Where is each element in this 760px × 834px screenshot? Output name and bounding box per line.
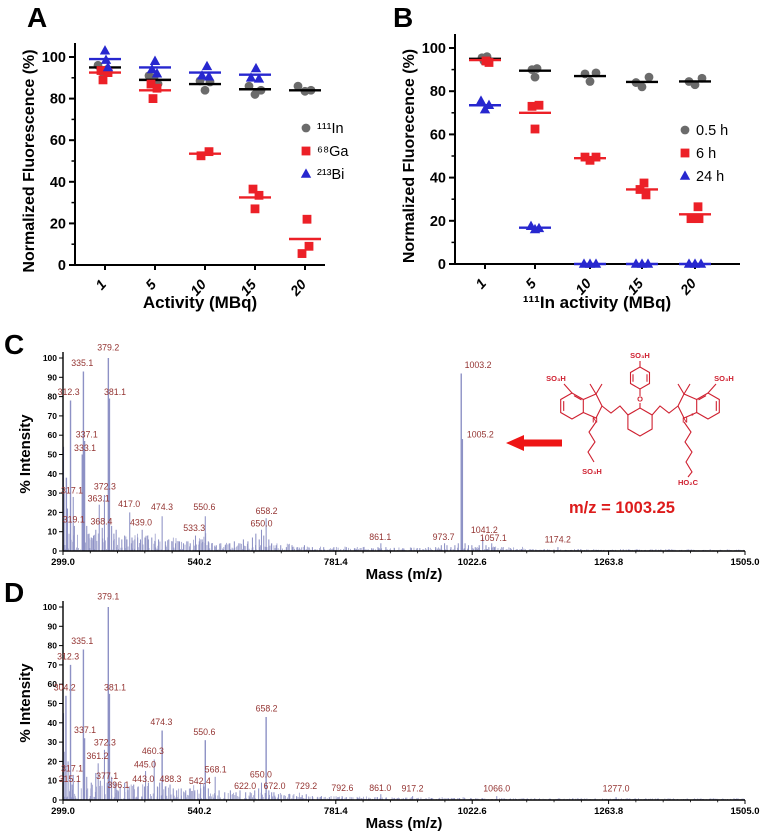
mz-annotation: m/z = 1003.25	[569, 499, 675, 517]
peak-label: 658.2	[255, 703, 278, 714]
peak-label: 622.0	[234, 780, 257, 791]
panel-label-d: D	[4, 577, 25, 608]
peak-label: 1003.2	[464, 360, 492, 371]
data-point	[149, 94, 158, 103]
peak-label: 337.1	[74, 724, 97, 735]
x-tick-label: 1505.0	[730, 806, 760, 817]
peak-label: 1066.0	[483, 783, 511, 794]
data-point	[303, 215, 312, 224]
panel-c-mass-spectrum	[0, 330, 760, 583]
peak-label: 312.3	[57, 387, 80, 398]
peak-label: 650.0	[250, 518, 273, 529]
peak-label: 658.2	[255, 505, 278, 516]
peak-label: 368.4	[90, 516, 113, 527]
y-tick-label: 20	[47, 507, 57, 518]
y-tick-label: 10	[47, 775, 57, 786]
legend	[680, 123, 728, 185]
data-point	[476, 95, 486, 104]
peak-label: 377.1	[96, 771, 119, 782]
peak-label: 474.3	[150, 717, 173, 728]
peak-label: 460.3	[141, 746, 164, 757]
y-tick-label: 90	[47, 372, 57, 383]
panel-b-scatter-chart	[390, 0, 760, 330]
data-point	[202, 61, 212, 70]
y-tick-label: 0	[52, 546, 57, 556]
peak-label: 792.6	[331, 782, 354, 793]
annotation-arrow-icon	[506, 435, 562, 451]
y-tick-label: 100	[42, 353, 57, 363]
peak-label: 861.0	[369, 782, 392, 793]
peak-label: 488.3	[159, 774, 182, 785]
panel-d-mass-spectrum	[0, 577, 760, 834]
peak-label: 335.1	[71, 358, 94, 369]
data-point	[531, 125, 540, 134]
peak-label: 973.7	[432, 531, 455, 542]
y-tick-label: 10	[47, 526, 57, 537]
data-point	[150, 56, 160, 65]
so3h-label: SO₃H	[582, 467, 602, 476]
peak-labels	[58, 343, 571, 545]
y-axis-title: Normalized Fluorescence (%)	[21, 49, 38, 273]
data-point	[645, 73, 654, 82]
x-tick-label: 781.4	[323, 557, 348, 568]
peak-label: 1057.1	[479, 532, 507, 543]
data-point	[251, 204, 260, 213]
data-point	[694, 202, 703, 211]
y-tick-label: 60	[47, 679, 57, 690]
data-point	[680, 170, 690, 179]
peak-label: 542.4	[188, 776, 211, 787]
y-tick-label: 70	[47, 659, 57, 670]
spectrum-c-plot	[17, 343, 760, 583]
legend-label: ⁶⁸Ga	[317, 144, 349, 160]
y-tick-label: 40	[49, 174, 66, 191]
plus-sign: +	[690, 412, 694, 419]
legend-label: ²¹³Bi	[317, 167, 345, 183]
peak-label: 443.0	[132, 774, 155, 785]
x-tick-label: 299.0	[51, 557, 75, 568]
data-point	[99, 75, 108, 84]
data-point	[695, 214, 704, 223]
data-point	[681, 126, 690, 135]
peak-label: 363.1	[87, 493, 110, 504]
chemical-structure	[546, 351, 734, 487]
x-axis-title: Mass (m/z)	[365, 815, 443, 832]
peak-label: 650.0	[249, 769, 272, 780]
peak-label: 304.2	[53, 682, 76, 693]
peak-label: 372.3	[93, 481, 116, 492]
y-tick-label: 80	[47, 640, 57, 651]
y-tick-label: 40	[429, 170, 446, 187]
y-tick-label: 90	[47, 621, 57, 632]
y-tick-label: 40	[47, 468, 57, 479]
x-axis-title: ¹¹¹In activity (MBq)	[522, 293, 672, 312]
data-point	[687, 214, 696, 223]
peak-label: 333.1	[74, 443, 97, 454]
so3h-label: SO₃H	[546, 374, 566, 383]
x-tick-label: 15	[236, 276, 260, 299]
peak-label: 312.3	[57, 651, 80, 662]
so3h-label: SO₃H	[630, 351, 650, 360]
data-point	[642, 190, 651, 199]
x-axis-title: Activity (MBq)	[142, 293, 258, 312]
peak-label: 379.1	[97, 591, 120, 602]
y-tick-label: 20	[429, 213, 446, 230]
x-tick-label: 10	[186, 276, 210, 299]
y-axis-title: % Intensity	[17, 663, 34, 743]
legend-label: 0.5 h	[696, 123, 729, 139]
y-tick-label: 70	[47, 410, 57, 421]
x-tick-label: 299.0	[51, 806, 75, 817]
x-tick-label: 540.2	[187, 557, 212, 568]
data-point	[638, 82, 647, 91]
y-tick-label: 30	[47, 737, 57, 748]
so3h-label: SO₃H	[714, 374, 734, 383]
panel-a-scatter-chart	[0, 0, 390, 330]
y-tick-label: 80	[47, 391, 57, 402]
oxygen-label: O	[637, 394, 643, 404]
y-tick-label: 30	[47, 488, 57, 499]
nitrogen-label: N	[592, 415, 598, 425]
x-tick-label: 1505.0	[730, 557, 760, 568]
x-tick-label: 5	[522, 275, 540, 292]
peak-label: 568.1	[204, 764, 227, 775]
peak-label: 1005.2	[466, 429, 494, 440]
ho2c-label: HO₂C	[678, 478, 698, 487]
data-point	[535, 101, 544, 110]
panel-label-b: B	[393, 2, 414, 33]
peak-label: 672.0	[263, 780, 286, 791]
peak-label: 550.6	[193, 501, 216, 512]
x-tick-label: 20	[286, 276, 310, 299]
x-tick-label: 540.2	[187, 806, 212, 817]
panel-label-a: A	[27, 2, 48, 33]
x-tick-label: 20	[676, 275, 700, 298]
peak-label: 861.1	[369, 531, 392, 542]
x-tick-label: 1022.6	[457, 557, 487, 568]
y-tick-label: 20	[49, 216, 66, 233]
y-tick-label: 80	[429, 84, 446, 101]
peak-labels	[54, 592, 630, 794]
peak-label: 917.2	[401, 783, 424, 794]
peak-label: 445.0	[133, 759, 157, 770]
data-point	[302, 124, 311, 133]
legend-label: 24 h	[696, 169, 725, 185]
data-point	[586, 77, 595, 86]
legend	[301, 121, 350, 183]
peak-label: 1174.2	[544, 534, 571, 545]
peak-label: 417.0	[118, 499, 141, 510]
data-point	[681, 149, 690, 158]
x-tick-label: 1263.8	[594, 806, 624, 817]
y-tick-label: 60	[49, 133, 66, 150]
nitrogen-plus-label: N	[682, 415, 688, 425]
peak-label: 317.1	[61, 485, 84, 496]
peak-label: 1277.0	[602, 783, 630, 794]
x-tick-label: 1022.6	[457, 806, 487, 817]
peaks	[63, 607, 657, 800]
y-tick-label: 20	[47, 756, 57, 767]
y-tick-label: 60	[429, 127, 446, 144]
series-1	[469, 52, 711, 91]
peak-label: 533.3	[183, 523, 206, 534]
x-tick-label: 1263.8	[594, 557, 624, 568]
peak-label: 315.1	[58, 774, 81, 785]
data-point	[302, 147, 311, 156]
peak-label: 319.1	[62, 514, 85, 525]
peak-label: 1041.2	[470, 525, 498, 536]
y-tick-label: 50	[47, 449, 57, 460]
peak-label: 335.1	[71, 636, 94, 647]
peak-label: 474.3	[150, 501, 173, 512]
y-tick-label: 60	[47, 430, 57, 441]
peak-label: 317.1	[61, 763, 84, 774]
peak-label: 372.3	[93, 737, 116, 748]
peak-label: 729.2	[295, 780, 318, 791]
y-tick-label: 50	[47, 698, 57, 709]
legend-label: ¹¹¹In	[317, 121, 344, 137]
data-point	[531, 73, 540, 82]
peak-label: 337.1	[75, 429, 98, 440]
x-axis-title: Mass (m/z)	[365, 566, 443, 583]
data-point	[301, 168, 311, 177]
panel-label-c: C	[4, 329, 25, 360]
y-axis-title: Normalized Fluorecence (%)	[401, 48, 418, 264]
peak-label: 396.1	[107, 779, 130, 790]
data-point	[251, 63, 261, 72]
series-3	[89, 45, 271, 82]
y-tick-label: 80	[49, 91, 66, 108]
y-tick-label: 40	[47, 717, 57, 728]
y-tick-label: 100	[42, 602, 57, 612]
peak-label: 550.6	[193, 726, 216, 737]
y-tick-label: 0	[57, 258, 66, 274]
peak-label: 381.1	[104, 387, 127, 398]
x-tick-label: 1	[92, 276, 110, 293]
x-tick-label: 15	[623, 275, 647, 298]
data-point	[201, 86, 210, 95]
peak-label: 381.1	[104, 682, 127, 693]
series-2	[89, 66, 321, 258]
data-point	[298, 249, 307, 258]
peak-label: 361.2	[86, 750, 109, 761]
peak-label: 379.2	[97, 342, 120, 353]
legend-label: 6 h	[696, 146, 717, 162]
data-point	[100, 45, 110, 54]
x-tick-label: 5	[142, 276, 160, 293]
y-tick-label: 0	[52, 795, 57, 805]
x-tick-label: 781.4	[323, 806, 348, 817]
y-tick-label: 0	[437, 257, 446, 273]
series-3	[469, 95, 711, 267]
data-point	[640, 179, 649, 188]
spectrum-d-plot	[17, 592, 760, 832]
peak-label: 439.0	[130, 517, 153, 528]
y-axis-title: % Intensity	[17, 414, 34, 494]
x-tick-label: 1	[472, 275, 490, 292]
y-tick-label: 100	[421, 41, 446, 57]
y-tick-label: 100	[41, 50, 66, 66]
x-tick-label: 10	[571, 275, 595, 298]
